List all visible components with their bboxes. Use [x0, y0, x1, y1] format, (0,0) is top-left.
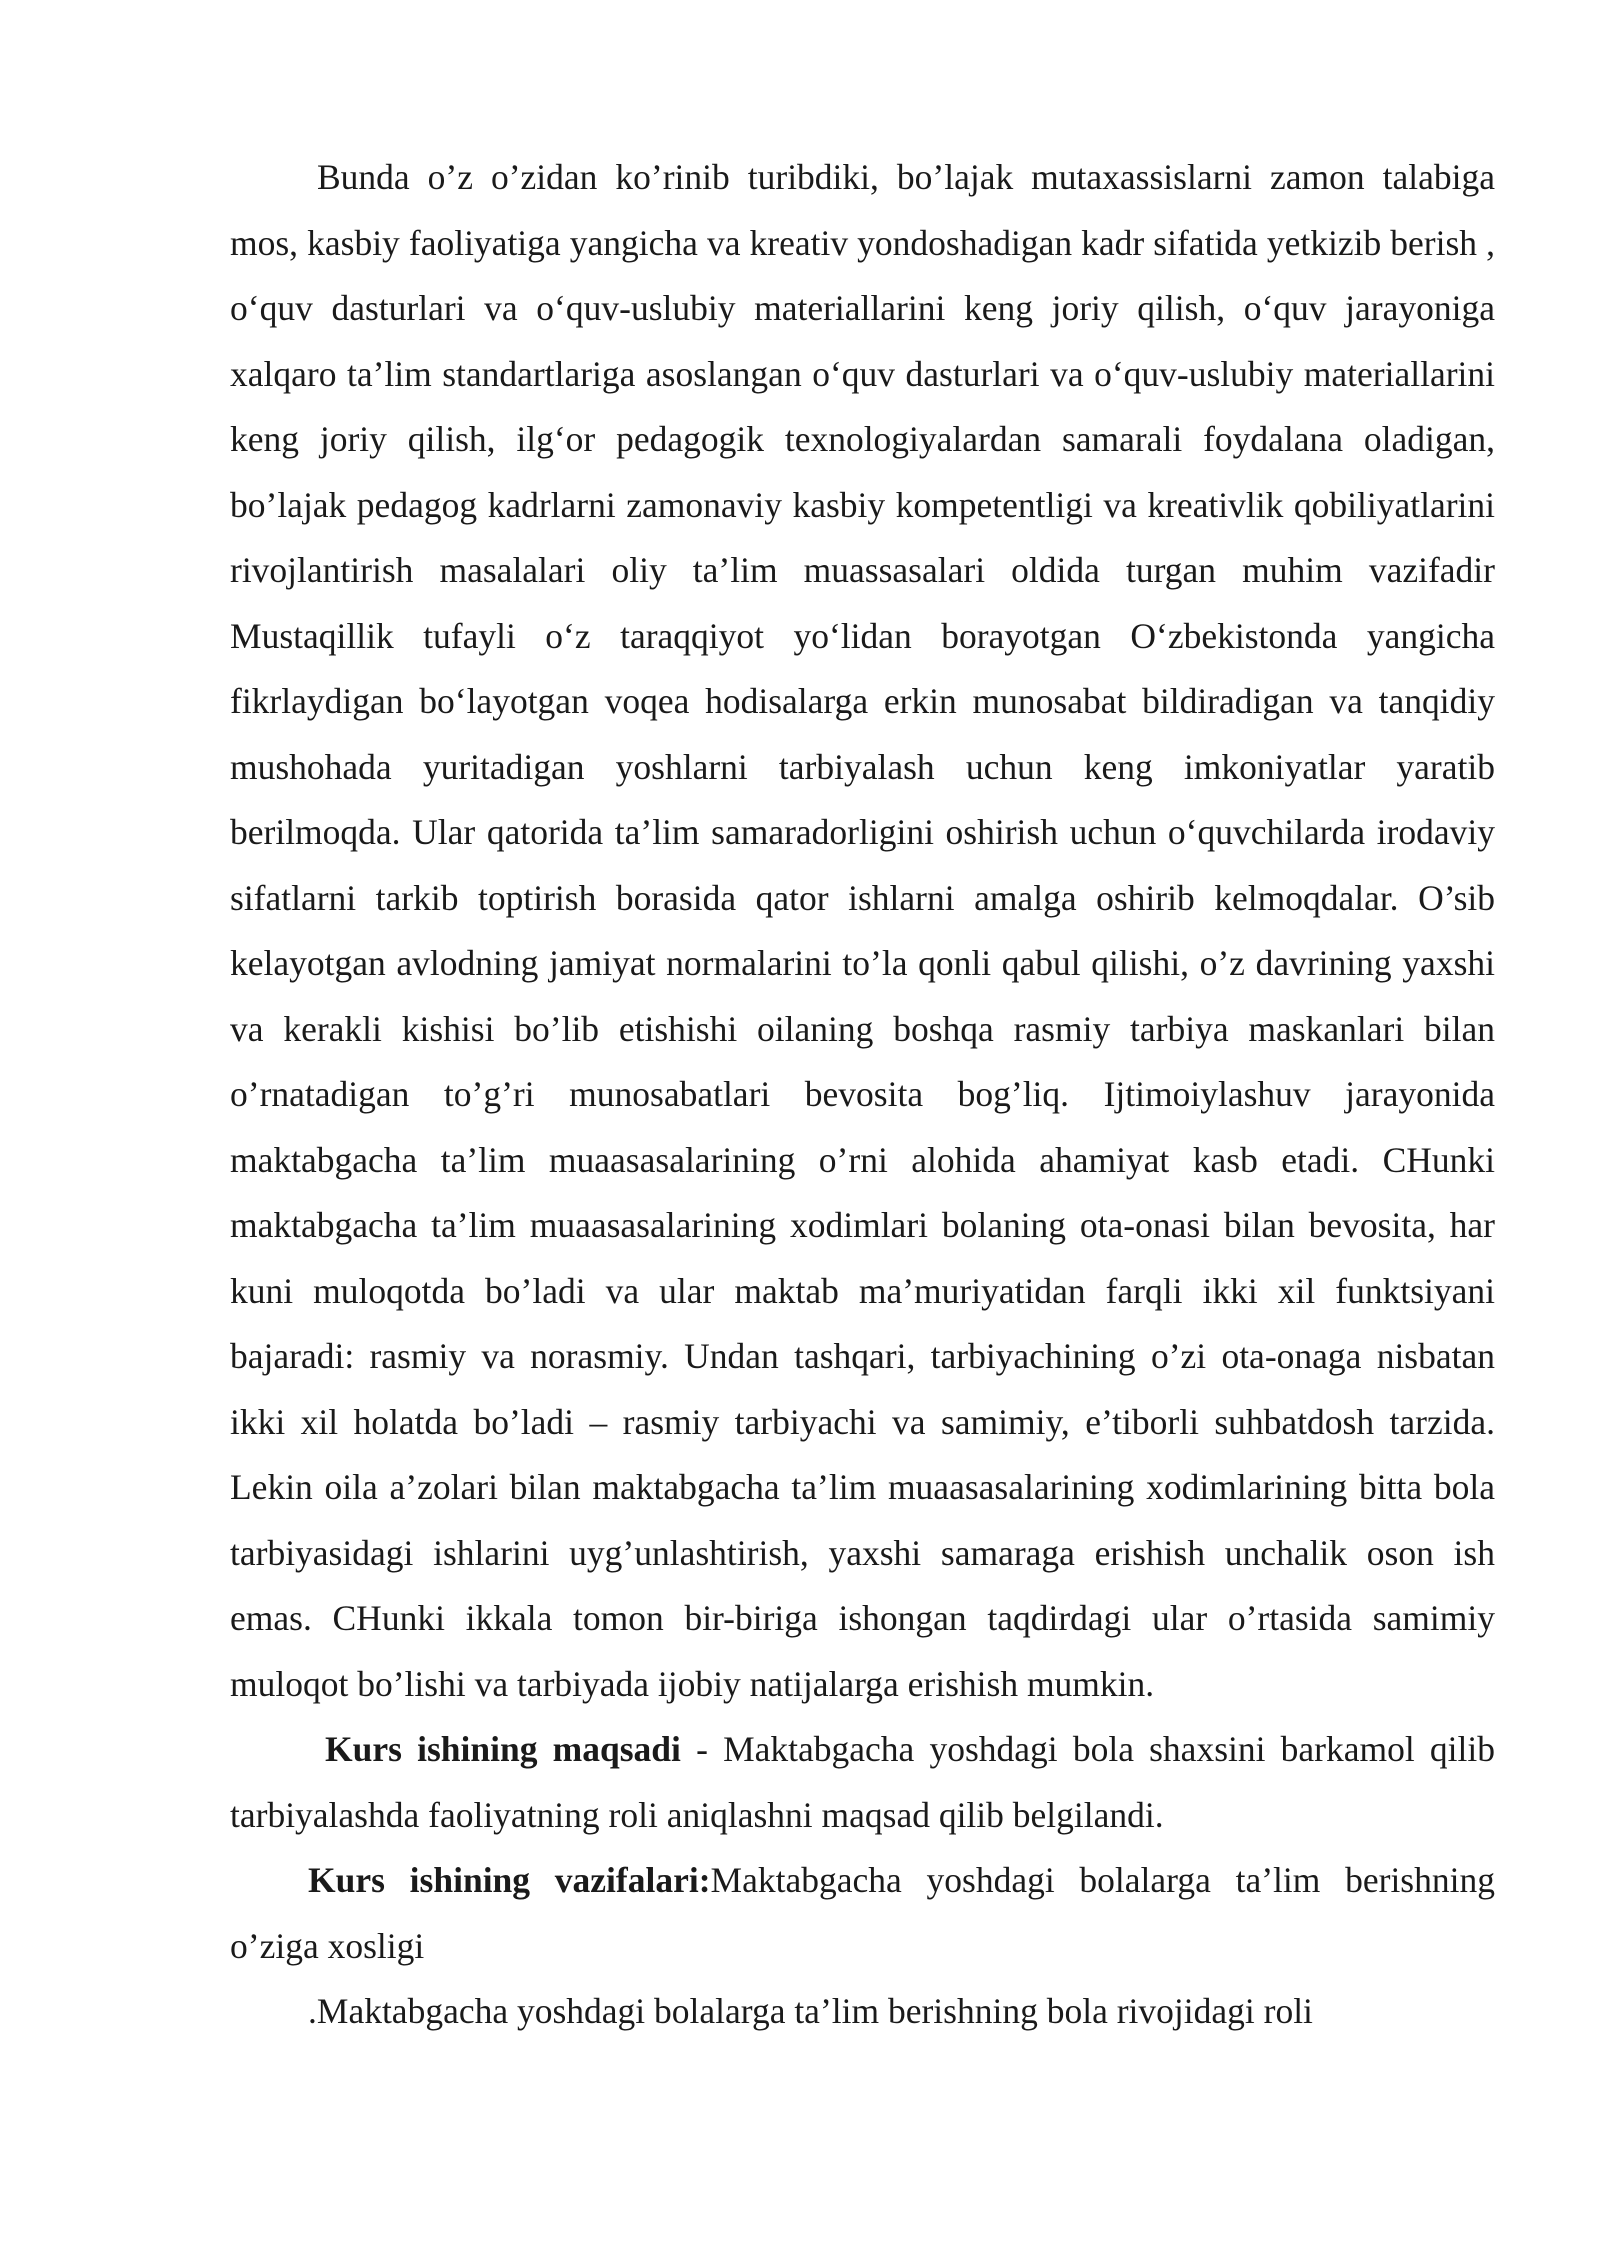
tasks-label: Kurs ishining vazifalari: [308, 1860, 711, 1900]
task-item: .Maktabgacha yoshdagi bolalarga ta’lim berishning bola rivojidagi roli [308, 1991, 1313, 2031]
tasks-text: Maktabgacha yoshdagi bolalarga ta’lim berishning o’ziga xosligi [230, 1860, 1495, 1966]
goal-label: Kurs ishining maqsadi [325, 1729, 681, 1769]
document-body [230, 145, 1495, 2045]
goal-text: - Maktabgacha yoshdagi bola shaxsini barkamol qilib tarbiyalashda faoliyatning roli aniqlashni maqsad qilib belgilandi. [230, 1729, 1495, 1835]
tasks-paragraph [230, 1848, 1495, 1979]
goal-paragraph [230, 1717, 1495, 1848]
intro-paragraph: Bunda o’z o’zidan ko’rinib turibdiki, bo’lajak mutaxassislarni zamon talabiga mos, kasbiy faoliyatiga yangicha va kreativ yondoshadigan kadr sifatida yetkizib berish , o‘quv dasturlari va o‘quv-uslubiy materiallarini keng joriy qilish, o‘quv jarayoniga xalqaro ta’lim standartlariga asoslangan o‘quv dasturlari va o‘quv-uslubiy materiallarini keng joriy qilish, ilg‘or pedagogik texnologiyalardan samarali foydalana oladigan, bo’lajak pedagog kadrlarni zamonaviy kasbiy kompetentligi va kreativlik qobiliyatlarini rivojlantirish masalalari oliy ta’lim muassasalari oldida turgan muhim vazifadir Mustaqillik tufayli o‘z taraqqiyot yo‘lidan borayotgan O‘zbekistonda yangicha fikrlaydigan bo‘layotgan voqea hodisalarga erkin munosabat bildiradigan va tanqidiy mushohada yuritadigan yoshlarni tarbiyalash uchun keng imkoniyatlar yaratib berilmoqda. Ular qatorida ta’lim samaradorligini oshirish uchun o‘quvchilarda irodaviy sifatlarni tarkib toptirish borasida qator ishlarni amalga oshirib kelmoqdalar. O’sib kelayotgan avlodning jamiyat normalarini to’la qonli qabul qilishi, o’z davrining yaxshi va kerakli kishisi bo’lib etishishi oilaning boshqa rasmiy tarbiya maskanlari bilan o’rnatadigan to’g’ri munosabatlari bevosita bog’liq. Ijtimoiylashuv jarayonida maktabgacha ta’lim muaasasalarining o’rni alohida ahamiyat kasb etadi. CHunki maktabgacha ta’lim muaasasalarining xodimlari bolaning ota-onasi bilan bevosita, har kuni muloqotda bo’ladi va ular maktab ma’muriyatidan farqli ikki xil funktsiyani bajaradi: rasmiy va norasmiy. Undan tashqari, tarbiyachining o’zi ota-onaga nisbatan ikki xil holatda bo’ladi – rasmiy tarbiyachi va samimiy, e’tiborli suhbatdosh tarzida. Lekin oila a’zolari bilan maktabgacha ta’lim muaasasalarining xodimlarining bitta bola tarbiyasidagi ishlarini uyg’unlashtirish, yaxshi samaraga erishish unchalik oson ish emas. CHunki ikkala tomon bir-biriga ishongan taqdirdagi ular o’rtasida samimiy muloqot bo’lishi va tarbiyada ijobiy natijalarga erishish mumkin. [230, 157, 1495, 1704]
